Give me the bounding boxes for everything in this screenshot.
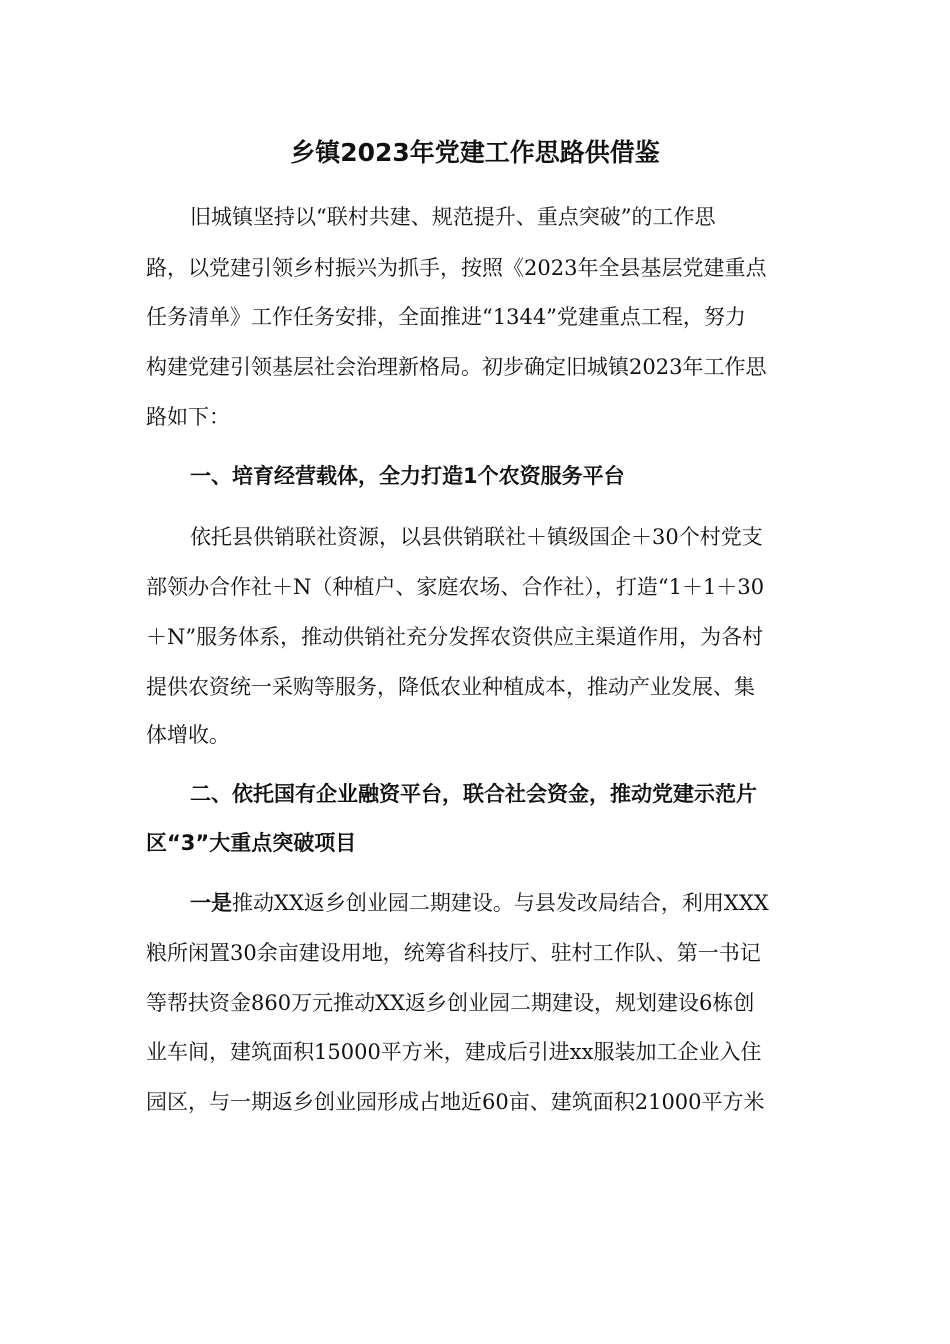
section1-line: 提供农资统一采购等服务，降低农业种植成本，推动产业发展、集: [146, 675, 755, 699]
section1-line: ＋N”服务体系，推动供销社充分发挥农资供应主渠道作用，为各村: [146, 625, 764, 649]
section2-item-line: 等帮扶资金860万元推动XX返乡创业园二期建设，规划建设6栋创: [146, 991, 755, 1015]
section2-item-line: 业车间，建筑面积15000平方米，建成后引进xx服装加工企业入住: [146, 1040, 762, 1064]
section-heading: 区“3”大重点突破项目: [146, 831, 357, 855]
section-heading: 二、依托国有企业融资平台，联合社会资金，推动党建示范片: [190, 782, 757, 806]
item-text: 推动XX返乡创业园二期建设。与县发改局结合，利用XXX: [232, 891, 769, 915]
section1-line: 体增收。: [146, 723, 230, 747]
document-title: 乡镇2023年党建工作思路供借鉴: [290, 138, 660, 167]
section2-item-line: [190, 886, 836, 920]
section1-line: 依托县供销联社资源，以县供销联社＋镇级国企＋30个村党支: [190, 525, 763, 549]
section2-item-line: 园区，与一期返乡创业园形成占地近60亩、建筑面积21000平方米: [146, 1090, 765, 1114]
intro-line: 路，以党建引领乡村振兴为抓手，按照《2023年全县基层党建重点: [146, 256, 767, 280]
intro-line: 构建党建引领基层社会治理新格局。初步确定旧城镇2023年工作思: [146, 355, 767, 379]
section1-line: 部领办合作社＋N（种植户、家庭农场、合作社），打造“1＋1＋30: [146, 575, 765, 599]
section2-item-line: 粮所闲置30余亩建设用地，统筹省科技厅、驻村工作队、第一书记: [146, 941, 761, 965]
intro-line: 路如下：: [146, 405, 230, 429]
intro-line: 任务清单》工作任务安排，全面推进“1344”党建重点工程，努力: [146, 305, 746, 329]
item-lead: 一是: [190, 891, 232, 915]
section-heading: 一、培育经营载体，全力打造1个农资服务平台: [190, 464, 625, 488]
intro-line: 旧城镇坚持以“联村共建、规范提升、重点突破”的工作思: [190, 205, 716, 229]
